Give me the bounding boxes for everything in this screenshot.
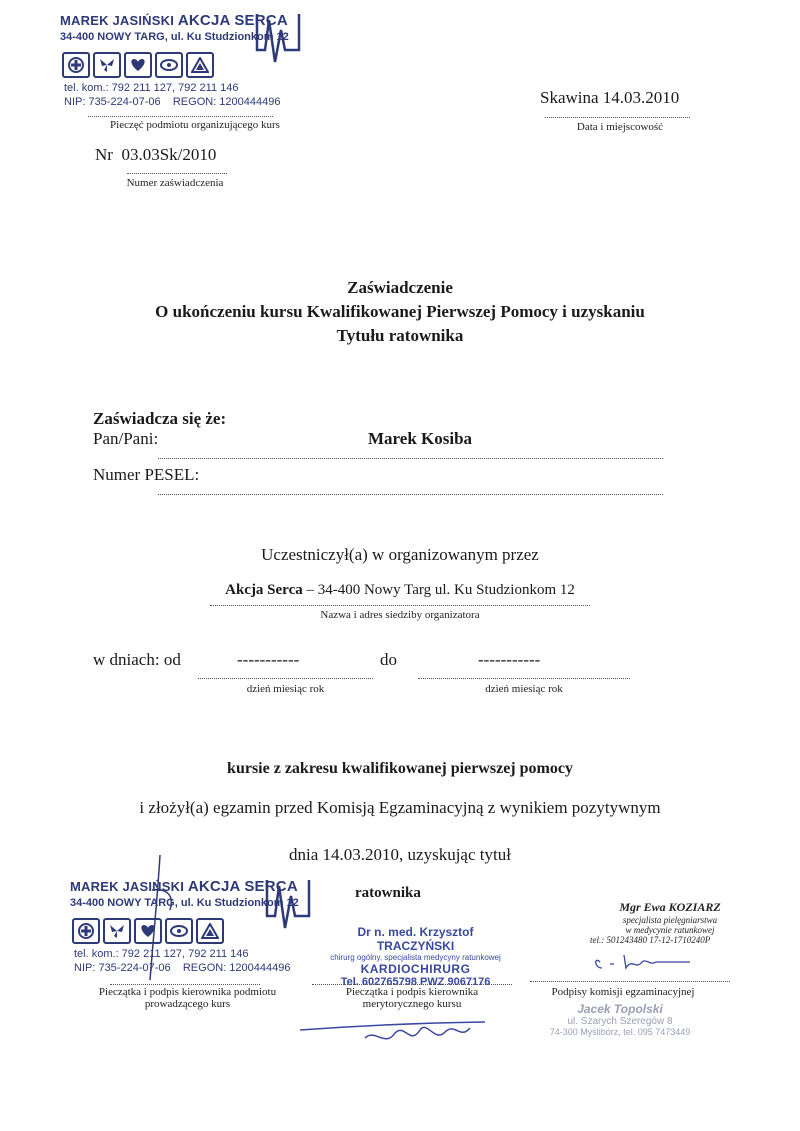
organizer-dotline — [210, 605, 590, 606]
pesel-dotline — [158, 494, 663, 495]
left-sig-dotline — [110, 984, 260, 985]
to-value: ----------- — [478, 650, 541, 669]
course-line: kursie z zakresu kwalifikowanej pierwszej pomocy — [227, 760, 573, 777]
document-title: Zaświadczenie — [347, 278, 453, 297]
middle-sig-caption: Pieczątka i podpis kierownika merytorycznego kursu — [345, 986, 479, 1010]
propeller-icon — [103, 918, 131, 944]
document-subtitle: O ukończeniu kursu Kwalifikowanej Pierwszej Pomocy i uzyskaniu — [155, 302, 645, 321]
from-value: ----------- — [237, 650, 300, 669]
stamp-line-2: 34-400 NOWY TARG, ul. Ku Studzionkom 12 — [60, 31, 289, 43]
name-dotline — [158, 458, 663, 459]
to-label: do — [380, 650, 397, 669]
organizer-caption: Nazwa i adres siedziby organizatora — [320, 609, 480, 621]
examiner-signature — [590, 950, 720, 975]
heart-icon — [124, 52, 152, 78]
document-subtitle-2: Tytułu ratownika — [336, 326, 464, 345]
from-caption: dzień miesiąc rok — [246, 683, 325, 695]
organizer-stamp — [60, 12, 310, 112]
place-date: Skawina 14.03.2010 — [540, 88, 680, 107]
stamp-tel: tel. kom.: 792 211 127, 792 211 146 — [64, 82, 239, 94]
propeller-icon — [93, 52, 121, 78]
bottom-organizer-stamp: MAREK JASIŃSKI AKCJA SERCA 34-400 NOWY TARG, ul. Ku Studzionkom 12 tel. kom.: 792 211 127, 792 211 146 NIP: 735-224-07-06 REGON: 1200444496 — [70, 878, 320, 978]
place-date-dotline — [545, 117, 690, 118]
ecg-heart-icon — [255, 10, 301, 68]
to-caption: dzień miesiąc rok — [485, 683, 563, 695]
triangle-icon — [196, 918, 224, 944]
nr-dotline — [127, 173, 227, 174]
organizer-text: Akcja Serca – 34-400 Nowy Targ ul. Ku Studzionkom 12 — [225, 582, 575, 598]
to-dotline — [418, 678, 630, 679]
stamp-icons — [62, 52, 214, 78]
date-line: dnia 14.03.2010, uzyskując tytuł — [289, 845, 511, 864]
pesel-label: Numer PESEL: — [93, 465, 200, 484]
examiner-stamp: Mgr Ewa KOZIARZ specjalista pielęgniarstwa w medycynie ratunkowej tel.: 501243480 17-12-1710240P — [590, 900, 721, 945]
left-signature — [130, 850, 200, 990]
middle-signature — [295, 1008, 495, 1053]
defibrillator-icon — [155, 52, 183, 78]
ecg-heart-icon — [265, 876, 311, 934]
right-sig-caption: Podpisy komisji egzaminacyjnej — [551, 986, 695, 998]
title-awarded: ratownika — [355, 885, 421, 901]
stamp-caption: Pieczęć podmiotu organizującego kurs — [110, 119, 280, 131]
nr-caption: Numer zaświadczenia — [126, 177, 224, 189]
stamp-line-1: MAREK JASIŃSKI AKCJA SERCA — [60, 12, 288, 29]
middle-sig-dotline — [312, 984, 512, 985]
place-date-caption: Data i miejscowość — [576, 121, 664, 133]
triangle-icon — [186, 52, 214, 78]
exam-line: i złożył(a) egzamin przed Komisją Egzaminacyjną z wynikiem pozytywnym — [139, 798, 661, 817]
certifies-heading: Zaświadcza się że: — [93, 409, 227, 428]
red-cross-icon — [62, 52, 90, 78]
right-sig-dotline — [530, 981, 730, 982]
doctor-stamp: Dr n. med. Krzysztof TRACZYŃSKI chirurg ogólny, specjalista medycyny ratunkowej KARDIOCHIRURG Tel. 602765798 PWZ 9067176 — [330, 925, 501, 988]
days-label: w dniach: od — [93, 650, 181, 669]
name-value: Marek Kosiba — [368, 429, 473, 448]
examiner-stamp-2: Jacek Topolski ul. Szarych Szeregów 8 74-300 Myślibórz, tel. 095 7473449 — [549, 1002, 691, 1037]
stamp-nip-regon: NIP: 735-224-07-06 REGON: 1200444496 — [64, 96, 281, 108]
participated-text: Uczestniczył(a) w organizowanym przez — [261, 545, 539, 564]
left-sig-caption: Pieczątka i podpis kierownika podmiotu prowadzącego kurs — [98, 986, 277, 1010]
stamp-dotline — [88, 116, 273, 117]
red-cross-icon — [72, 918, 100, 944]
from-dotline — [198, 678, 373, 679]
certificate-number: Nr 03.03Sk/2010 — [95, 145, 217, 164]
name-label: Pan/Pani: — [93, 429, 159, 448]
